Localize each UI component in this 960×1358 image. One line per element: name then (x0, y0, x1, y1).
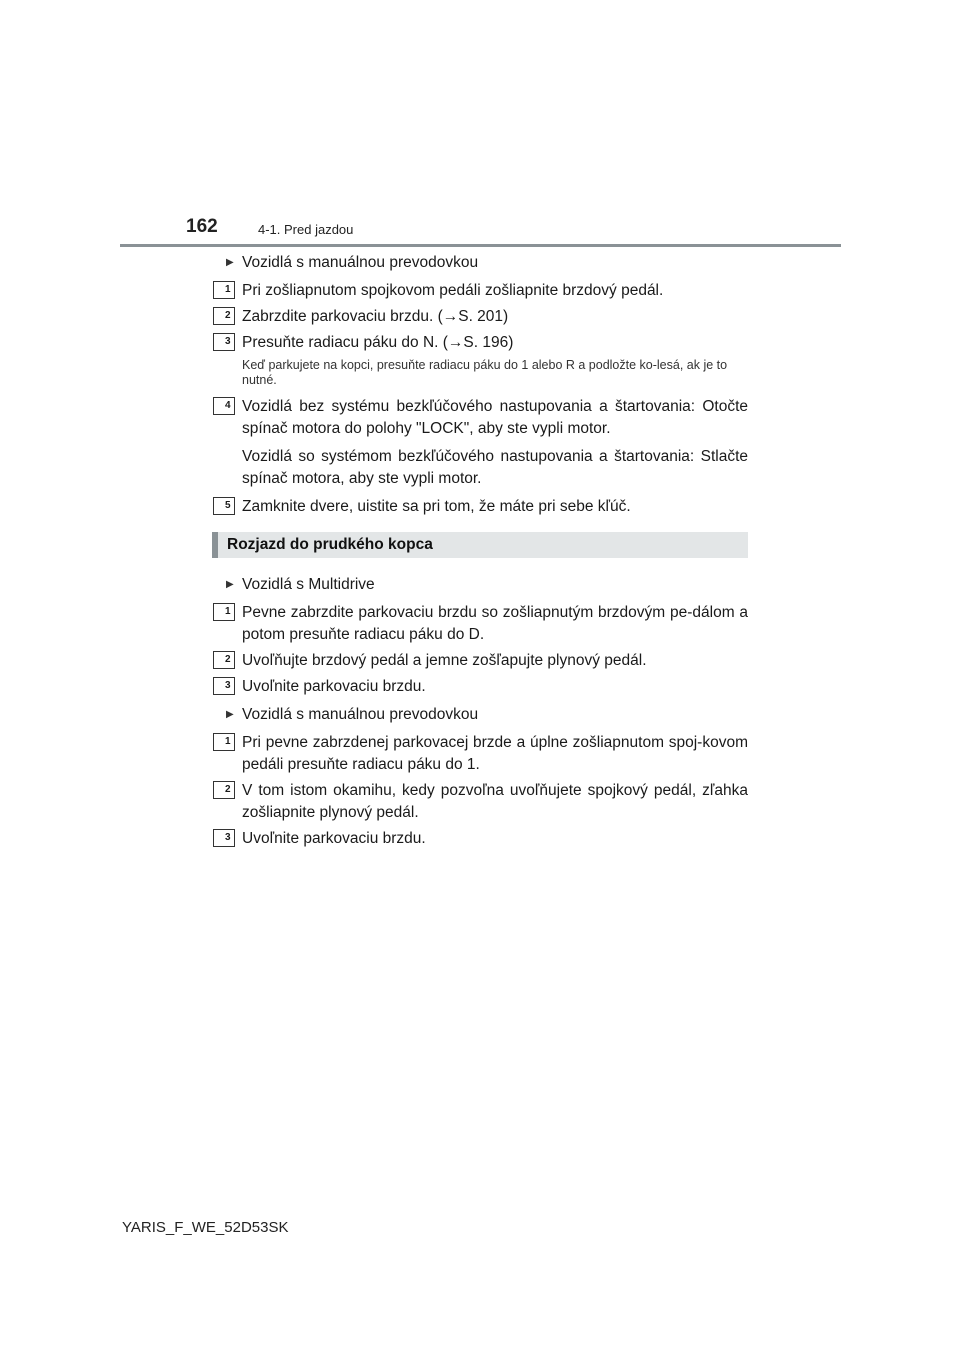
step-number: 1 (213, 603, 235, 621)
step-number: 3 (213, 829, 235, 847)
content (212, 250, 748, 854)
step-number: 1 (213, 733, 235, 751)
step-number: 5 (213, 497, 235, 515)
step: 3 Presuňte radiacu páku do N. (→S. 196) (212, 332, 748, 354)
step: 1 Pevne zabrzdite parkovaciu brzdu so zošliapnutým brzdovým pe-dálom a potom presuňte radiacu páku do D. (212, 602, 748, 646)
step: 1 Pri pevne zabrzdenej parkovacej brzde a úplne zošliapnutom spoj-kovom pedáli presuňte radiacu páku do 1. (212, 732, 748, 776)
step-number: 2 (213, 307, 235, 325)
page-number: 162 (186, 216, 218, 237)
step: 3 Uvoľnite parkovaciu brzdu. (212, 676, 748, 698)
footer-code: YARIS_F_WE_52D53SK (122, 1219, 289, 1236)
step: 2 Uvoľňujte brzdový pedál a jemne zošľapujte plynový pedál. (212, 650, 748, 672)
step-number: 3 (213, 677, 235, 695)
note: Keď parkujete na kopci, presuňte radiacu páku do 1 alebo R a podložte ko-lesá, ak je to nutné. (242, 358, 728, 387)
section-title: 4-1. Pred jazdou (258, 222, 354, 237)
arrow-right-icon: ▶ (226, 709, 234, 720)
multidrive-heading: ▶ Vozidlá s Multidrive (212, 572, 748, 598)
step: 2 V tom istom okamihu, kedy pozvoľna uvoľňujete spojkový pedál, zľahka zošliapnite plynový pedál. (212, 780, 748, 824)
arrow-right-icon: ▶ (226, 579, 234, 590)
step: 2 Zabrzdite parkovaciu brzdu. (→S. 201) (212, 306, 748, 328)
step-number: 2 (213, 651, 235, 669)
manual-heading: ▶ Vozidlá s manuálnou prevodovkou (212, 702, 748, 728)
step: 3 Uvoľnite parkovaciu brzdu. (212, 828, 748, 850)
step: 5 Zamknite dvere, uistite sa pri tom, že máte pri sebe kľúč. (212, 496, 748, 518)
step-number: 2 (213, 781, 235, 799)
step-number: 4 (213, 397, 235, 415)
section-heading: Rozjazd do prudkého kopca (212, 532, 748, 558)
step-continuation: Vozidlá so systémom bezkľúčového nastupovania a štartovania: Stlačte spínač motora, aby ste vypli motor. (242, 448, 748, 487)
manual-heading: ▶ Vozidlá s manuálnou prevodovkou (212, 250, 748, 276)
step: 1 Pri zošliapnutom spojkovom pedáli zošliapnite brzdový pedál. (212, 280, 748, 302)
arrow-right-icon: ▶ (226, 257, 234, 268)
step-number: 3 (213, 333, 235, 351)
step: 4 Vozidlá bez systému bezkľúčového nastupovania a štartovania: Otočte spínač motora do polohy "LOCK", aby ste vypli motor. (212, 396, 748, 440)
step-number: 1 (213, 281, 235, 299)
header-rule (120, 244, 841, 247)
